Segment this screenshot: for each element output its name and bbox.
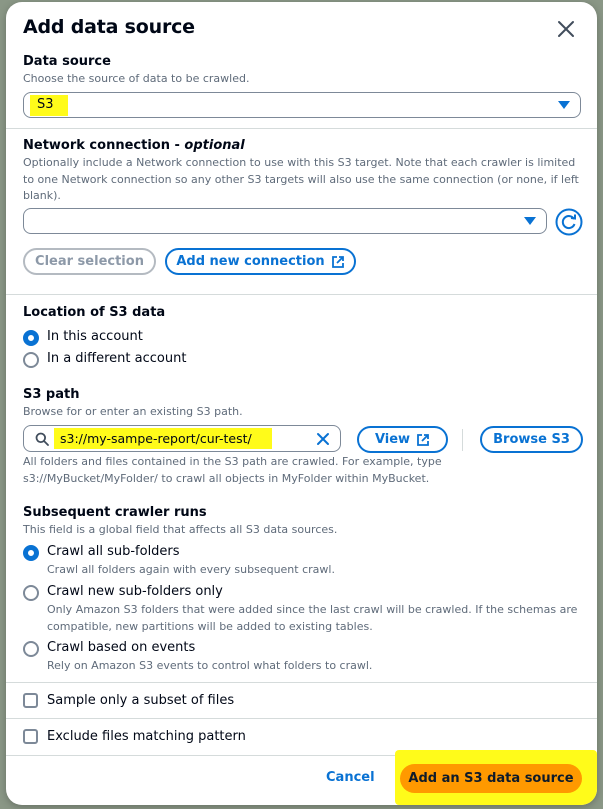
divider [6, 128, 597, 129]
radio-crawl-events-label: Crawl based on events [47, 640, 196, 655]
data-source-value: S3 [37, 97, 54, 112]
view-label: View [374, 432, 411, 447]
chevron-down-icon [524, 217, 536, 225]
network-connection-description: Optionally include a Network connection to use with this S3 target. Note that each crawler is limited to one Network connection so any other S3 targets will also use the same connection (or none, if left blank). [23, 156, 579, 202]
s3-path-value: s3://my-sampe-report/cur-test/ [60, 431, 252, 446]
s3-path-description: Browse for or enter an existing S3 path. [23, 405, 243, 418]
refresh-button[interactable] [555, 208, 583, 236]
sample-subset-label: Sample only a subset of files [47, 693, 235, 708]
radio-crawl-all-label: Crawl all sub-folders [47, 544, 180, 559]
radio-in-this-account[interactable] [23, 330, 39, 346]
external-link-icon [416, 433, 430, 447]
divider [6, 718, 597, 719]
button-separator [462, 429, 463, 451]
radio-different-account[interactable] [23, 352, 39, 368]
radio-crawl-events[interactable] [23, 641, 39, 657]
radio-crawl-events-desc: Rely on Amazon S3 events to control what folders to crawl. [47, 659, 373, 672]
network-connection-label: Network connection - optional [23, 138, 245, 153]
cancel-button[interactable]: Cancel [326, 770, 375, 785]
radio-crawl-all-desc: Crawl all folders again with every subsequent crawl. [47, 563, 335, 576]
modal-title: Add data source [23, 16, 195, 38]
data-source-select[interactable] [23, 92, 581, 118]
divider [6, 294, 597, 295]
s3-path-label: S3 path [23, 387, 80, 402]
network-connection-select[interactable] [23, 208, 547, 234]
exclude-pattern-label: Exclude files matching pattern [47, 729, 246, 744]
radio-crawl-new-desc: Only Amazon S3 folders that were added since the last crawl will be crawled. If the schemas are compatible, new partitions will be added to existing tables. [47, 603, 578, 633]
data-source-label: Data source [23, 54, 111, 69]
chevron-down-icon [558, 101, 570, 109]
data-source-description: Choose the source of data to be crawled. [23, 72, 250, 85]
refresh-icon [555, 208, 583, 236]
modal-header [23, 16, 585, 46]
radio-different-account-label: In a different account [47, 351, 187, 366]
crawler-runs-label: Subsequent crawler runs [23, 505, 207, 520]
sample-subset-checkbox[interactable] [23, 693, 38, 708]
external-link-icon [331, 255, 345, 269]
location-label: Location of S3 data [23, 305, 166, 320]
close-icon [557, 20, 575, 38]
radio-crawl-new-label: Crawl new sub-folders only [47, 584, 223, 599]
radio-in-this-account-label: In this account [47, 329, 143, 344]
clear-selection-button[interactable]: Clear selection [23, 248, 156, 275]
add-data-source-modal [6, 2, 597, 805]
browse-s3-button[interactable]: Browse S3 [480, 426, 583, 453]
divider [6, 682, 597, 683]
view-button[interactable] [357, 426, 448, 453]
exclude-pattern-checkbox[interactable] [23, 729, 38, 744]
s3-path-help: All folders and files contained in the S3 path are crawled. For example, type s3://MyBucket/MyFolder/ to crawl all objects in MyFolder within MyBucket. [23, 455, 442, 485]
add-s3-data-source-button[interactable]: Add an S3 data source [400, 764, 582, 793]
radio-crawl-new[interactable] [23, 585, 39, 601]
add-new-connection-label: Add new connection [176, 254, 325, 269]
close-button[interactable] [551, 14, 581, 44]
clear-input-icon[interactable] [316, 432, 330, 446]
radio-crawl-all[interactable] [23, 545, 39, 561]
s3-path-input[interactable] [23, 425, 341, 452]
search-icon [35, 432, 49, 446]
crawler-runs-description: This field is a global field that affects all S3 data sources. [23, 523, 338, 536]
add-new-connection-button[interactable] [165, 248, 356, 275]
